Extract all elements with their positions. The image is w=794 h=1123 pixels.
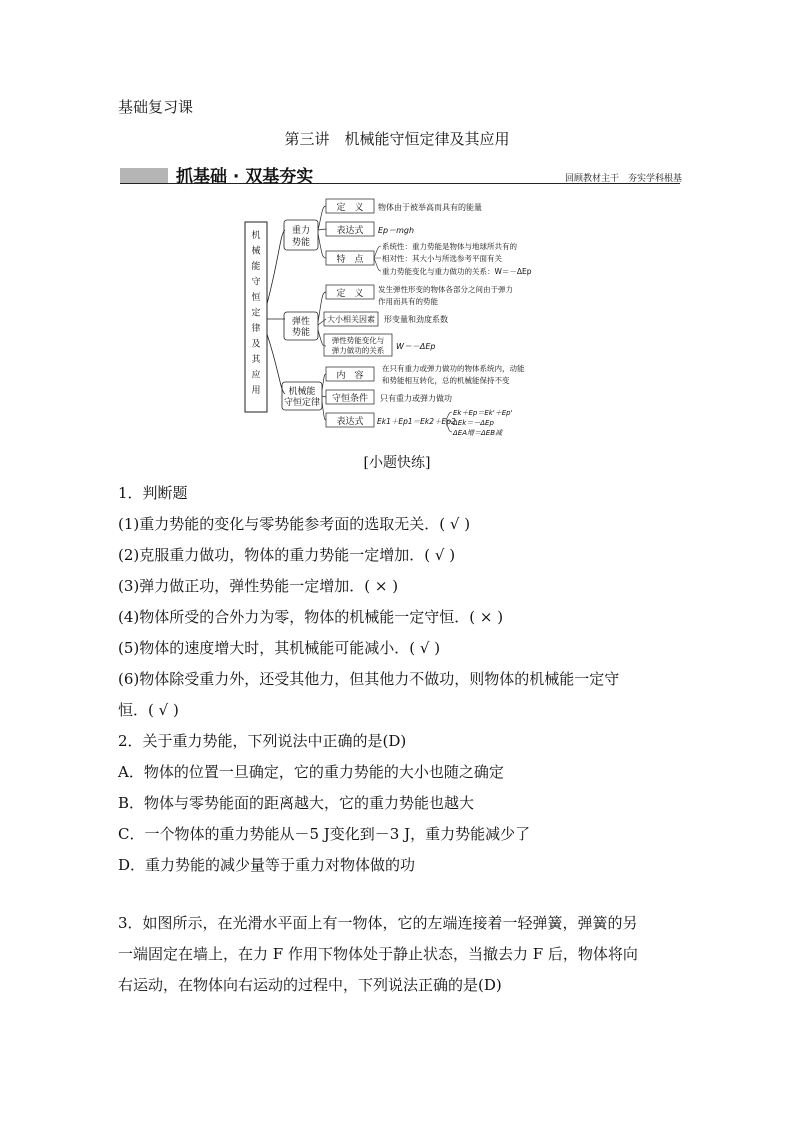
mech-cond-label: 守恒条件 <box>331 394 369 404</box>
question-line: B．物体与零势能面的距离越大，它的重力势能也越大 <box>118 794 475 812</box>
gravity-expr-label: 表达式 <box>336 226 364 236</box>
knowledge-mindmap <box>240 194 560 444</box>
mech-cond-text: 只有重力或弹力做功 <box>380 394 452 403</box>
question-line: (3)弹力做正功，弹性势能一定增加．( × ) <box>118 577 399 595</box>
root-label-char: 其 <box>251 355 261 365</box>
question-line: 恒．( √ ) <box>118 701 179 719</box>
node-mech-line1: 机械能 <box>288 387 316 397</box>
gravity-feat1: 系统性：重力势能是物体与地球所共有的 <box>382 242 517 251</box>
gravity-feat-label: 特 点 <box>336 255 364 265</box>
root-label-char: 守 <box>251 277 261 288</box>
root-label <box>251 229 261 396</box>
elastic-factor-label: 大小相关因素 <box>327 315 375 324</box>
elastic-def2: 作用而具有的势能 <box>378 297 438 306</box>
mech-expr-label: 表达式 <box>336 417 364 427</box>
elastic-def-label: 定 义 <box>336 289 364 299</box>
lecture-title: 第三讲 机械能守恒定律及其应用 <box>284 130 510 148</box>
node-elastic-line1: 弹性 <box>291 317 311 327</box>
elastic-rel-text: W＝－ΔEp <box>396 342 436 351</box>
root-label-char: 用 <box>251 386 261 396</box>
elastic-def1: 发生弹性形变的物体各部分之间由于弹力 <box>378 285 513 294</box>
branch-line <box>374 246 381 271</box>
node-gravity-line2: 势能 <box>291 238 311 248</box>
root-label-char: 械 <box>251 246 261 257</box>
question-line: C．一个物体的重力势能从－5 J变化到－3 J，重力势能减少了 <box>118 825 531 843</box>
branch-line <box>267 230 285 304</box>
elastic-factor-text: 形变量和劲度系数 <box>384 315 448 324</box>
gravity-feat2: 相对性：其大小与所选参考平面有关 <box>382 254 502 263</box>
node-elastic-line2: 势能 <box>291 328 311 338</box>
gravity-feat3: 重力势能变化与重力做功的关系：W＝－ΔEp <box>382 267 532 276</box>
branch-line <box>322 374 326 420</box>
course-label: 基础复习课 <box>118 98 194 116</box>
mech-content1: 在只有重力或弹力做功的物体系统内，动能 <box>382 364 525 373</box>
question-line: 1．判断题 <box>118 484 188 502</box>
question-line: (5)物体的速度增大时，其机械能可能减小．( √ ) <box>118 639 441 657</box>
root-label-char: 及 <box>251 339 261 350</box>
question-line: 2．关于重力势能，下列说法中正确的是(D) <box>118 732 407 750</box>
elastic-rel-line1: 弹性势能变化与 <box>331 336 385 345</box>
root-label-char: 应 <box>251 370 261 381</box>
section-title: 抓基础 · 双基夯实 <box>176 167 314 187</box>
elastic-rel-line2: 弹力做功的关系 <box>331 346 385 355</box>
branch-line <box>318 292 326 346</box>
mech-expr1: Ek＋Ep＝Ek'＋Ep' <box>453 409 513 417</box>
question-line: 右运动，在物体向右运动的过程中，下列说法正确的是(D) <box>118 976 502 994</box>
root-label-char: 恒 <box>251 293 261 303</box>
mech-expr-main: Ek1＋Ep1＝Ek2＋Ep2 <box>377 417 456 426</box>
root-label-char: 能 <box>251 262 261 272</box>
question-line: (6)物体除受重力外，还受其他力，但其他力不做功，则物体的机械能一定守 <box>118 670 620 688</box>
question-line: (1)重力势能的变化与零势能参考面的选取无关．( √ ) <box>118 515 471 533</box>
gravity-expr-text: Ep＝mgh <box>378 226 415 235</box>
mech-content-label: 内 容 <box>336 371 364 381</box>
question-line: 一端固定在墙上，在力 F 作用下物体处于静止状态，当撤去力 F 后，物体将向 <box>118 945 638 963</box>
gravity-def-text: 物体由于被举高而具有的能量 <box>378 203 482 212</box>
mech-content2: 和势能相互转化，总的机械能保持不变 <box>382 376 510 385</box>
root-label-char: 定 <box>251 308 261 319</box>
question-line: D．重力势能的减少量等于重力对物体做的功 <box>118 856 416 874</box>
node-gravity-line1: 重力 <box>291 226 311 236</box>
section-rule <box>120 183 680 184</box>
quick-practice-caption: [小题快练] <box>363 455 431 471</box>
question-line: (2)克服重力做功，物体的重力势能一定增加．( √ ) <box>118 546 456 564</box>
mech-expr3: ΔEA增＝ΔEB减 <box>453 429 503 437</box>
mech-expr2: ΔEk＝－ΔEp <box>453 419 494 427</box>
node-mech-line2: 守恒定律 <box>283 398 321 408</box>
root-label-char: 律 <box>251 324 261 334</box>
gravity-def-label: 定 义 <box>336 203 364 213</box>
question-line: (4)物体所受的合外力为零，物体的机械能一定守恒．( × ) <box>118 608 504 626</box>
section-bar <box>120 168 168 183</box>
root-label-char: 机 <box>251 231 261 241</box>
section-subtitle: 回顾教材主干 夯实学科根基 <box>564 174 682 184</box>
question-line: A．物体的位置一旦确定，它的重力势能的大小也随之确定 <box>118 763 504 781</box>
branch-line <box>318 206 326 258</box>
question-line: 3．如图所示，在光滑水平面上有一物体，它的左端连接着一轻弹簧，弹簧的另 <box>118 914 638 932</box>
